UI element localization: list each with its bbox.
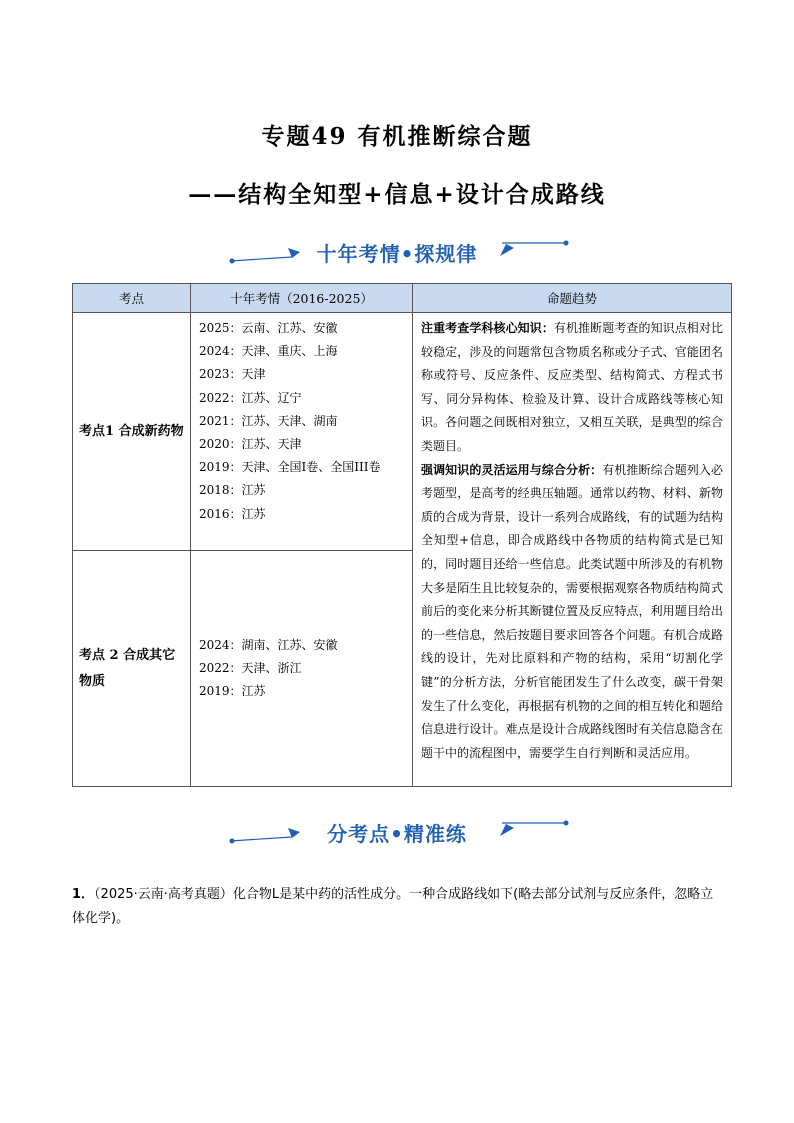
years-cell: [191, 313, 413, 551]
question-source: （2025·云南·高考真题）: [94, 887, 233, 902]
year-item: 2024：湖南、江苏、安徽: [199, 637, 338, 652]
year-item: 2024：天津、重庆、上海: [199, 344, 338, 359]
trend-heading: 注重考查学科核心知识：: [421, 321, 554, 335]
year-item: 2022：天津、浙江: [199, 660, 302, 675]
question-text: 化合物L是某中药的活性成分。一种合成路线如下(略去部分试剂与反应条件，忽略立体化学)。: [72, 887, 714, 926]
year-item: 2016：江苏: [199, 506, 266, 521]
trend-text: 有机推断综合题列入必考题型，是高考的经典压轴题。通常以药物、材料、新物质的合成为背景，设计一系列合成路线，有的试题为结构全知型+信息，即合成路线中各物质的结构简式是已知的，同时题目还给一些信息。此类试题中所涉及的有机物大多是陌生且比较复杂的，需要根据观察各物质结构简式前后的变化来分析其断键位置及反应特点，利用题目给出的一些信息，然后按题目要求回答各个问题。有机合成路线的设计，先对比原料和产物的结构，采用“切割化学键”的分析方法，分析官能团发生了什么改变，碳干骨架发生了什么变化，再根据有机物的之间的相互转化和题给信息进行设计。难点是设计合成路线图时有关信息隐含在题干中的流程图中，需要学生自行判断和灵活应用。: [421, 462, 723, 760]
trend-text: 有机推断题考查的知识点相对比较稳定，涉及的问题常包含物质名称或分子式、官能团名称或符号、反应条件、反应类型、结构简式、方程式书写、同分异构体、检验及计算、设计合成路线等核心知识。各问题之间既相对独立，又相互关联，是典型的综合类题目。: [421, 321, 723, 453]
year-item: 2019：天津、全国I卷、全国III卷: [199, 460, 381, 475]
table-row: [73, 313, 732, 551]
section-banner-practice: [0, 816, 794, 852]
table-header: 十年考情（2016-2025）: [191, 284, 413, 313]
table-header: 考点: [73, 284, 191, 313]
topic-cell: 考点1 合成新药物: [73, 313, 191, 551]
year-item: 2018：江苏: [199, 483, 266, 498]
year-item: 2020：江苏、天津: [199, 437, 302, 452]
trend-heading: 强调知识的灵活运用与综合分析：: [421, 462, 603, 477]
question-number: 1．: [72, 887, 95, 902]
year-item: 2023：天津: [199, 367, 266, 382]
year-item: 2021：江苏、天津、湖南: [199, 413, 338, 428]
year-item: 2019：江苏: [199, 684, 266, 699]
year-item: 2025：云南、江苏、安徽: [199, 321, 338, 335]
trend-table: [72, 283, 732, 787]
page-title: 专题49 有机推断综合题: [261, 123, 533, 150]
topic-cell: 考点 2 合成其它物质: [73, 551, 191, 787]
section-banner-trends: [0, 236, 794, 272]
year-item: 2022：江苏、辽宁: [199, 390, 302, 405]
banner-title: 分考点•精准练: [327, 822, 467, 846]
table-header: 命题趋势: [413, 284, 732, 313]
question-1: [72, 883, 722, 931]
years-cell: [191, 551, 413, 787]
trend-cell: [413, 313, 732, 787]
page-subtitle: ——结构全知型+信息+设计合成路线: [188, 181, 606, 208]
table-header-row: [73, 284, 732, 313]
banner-title: 十年考情•探规律: [316, 242, 478, 266]
